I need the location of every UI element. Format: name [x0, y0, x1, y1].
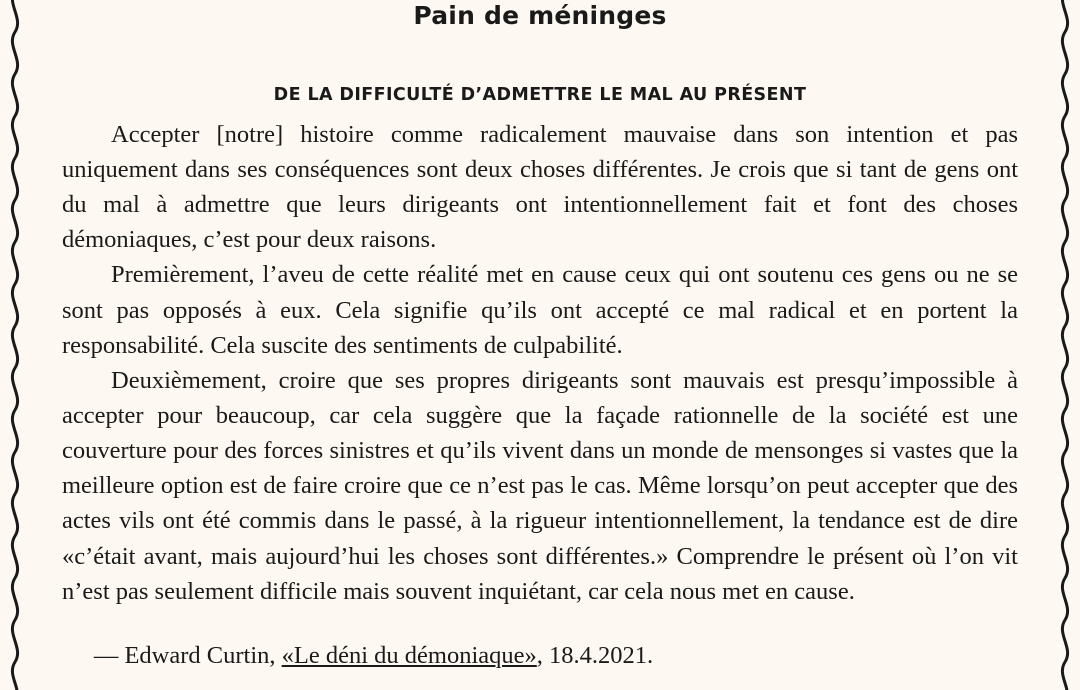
attribution-separator: , — [269, 641, 282, 669]
right-wavy-border — [1052, 0, 1078, 690]
left-wavy-border — [2, 0, 28, 690]
paragraph-3: Deuxièmement, croire que ses propres dirigeants sont mauvais est presqu’impossible à accepter pour beaucoup, car cela suggère que la façade rationnelle de la société est une couverture pour des forces sinistres et qu’ils vivent dans un monde de mensonges si vastes que la meilleure option est de faire croire que ce n’est pas le cas. Même lorsqu’on peut accepter que des actes vils ont été commis dans le passé, à la rigueur intentionnellement, la tendance est de dire «c’était avant, mais aujourd’hui les choses sont différentes.» Comprendre le présent où l’on vit n’est pas seulement difficile mais souvent inquiétant, car cela nous met en cause. — [62, 366, 1018, 605]
attribution-dash: — — [93, 641, 119, 669]
page-title: Pain de méninges — [413, 1, 667, 30]
attribution — [62, 609, 1018, 673]
section-subtitle: DE LA DIFFICULTÉ D’ADMETTRE LE MAL AU PRÉSENT — [273, 84, 807, 105]
attribution-author: Edward Curtin — [124, 641, 270, 669]
paragraph-1: Accepter [notre] histoire comme radicalement mauvaise dans son intention et pas uniquement dans ses conséquences sont deux choses différentes. Je crois que si tant de gens ont du mal à admettre que leurs dirigeants ont intentionnellement fait et font des choses démoniaques, c’est pour deux raisons. — [62, 120, 1018, 254]
article-body — [62, 105, 1018, 609]
paragraph-2: Premièrement, l’aveu de cette réalité met en cause ceux qui ont soutenu ces gens ou ne se sont pas opposés à eux. Cela signifie qu’ils ont accepté ce mal radical et en portent la responsabilité. Cela suscite des sentiments de culpabilité. — [62, 261, 1018, 359]
attribution-date: , 18.4.2021. — [536, 641, 654, 669]
attribution-work-title: «Le déni du démoniaque» — [281, 641, 537, 669]
